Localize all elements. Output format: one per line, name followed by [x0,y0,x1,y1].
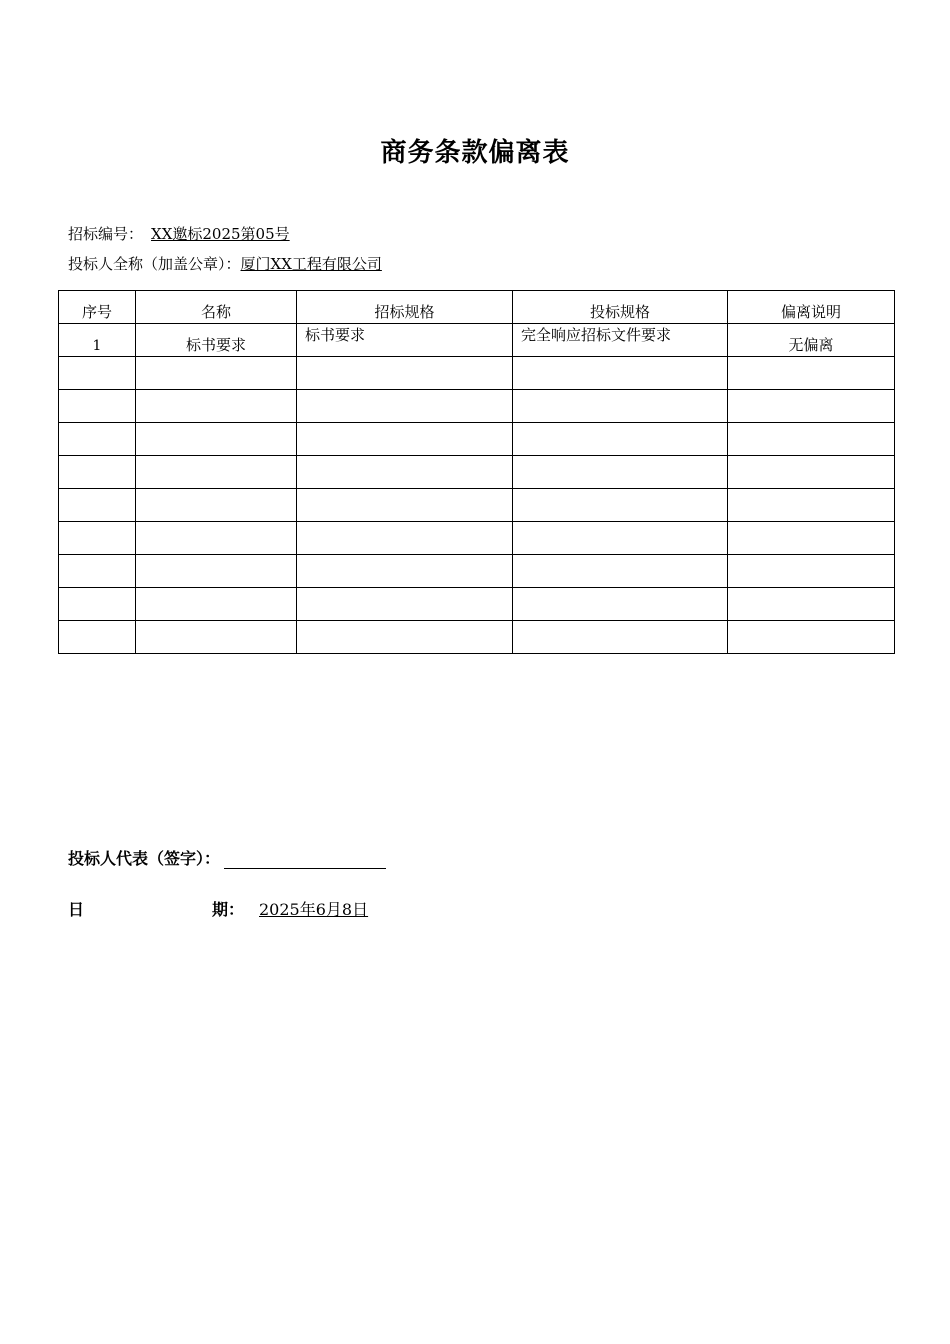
cell-name [136,588,297,621]
table-header-row [59,291,895,324]
cell-bid-spec [513,588,728,621]
date-line [68,897,468,921]
cell-name: 标书要求 [136,324,297,357]
cell-seq [59,489,136,522]
table-row [59,324,895,357]
cell-tender-spec [297,456,513,489]
table-row [59,621,895,654]
cell-name [136,456,297,489]
cell-name [136,555,297,588]
bidder-name-value: 厦门XX工程有限公司 [240,255,382,273]
cell-deviation-note [728,390,895,423]
cell-deviation-note [728,555,895,588]
header-deviation-note: 偏离说明 [728,291,895,324]
cell-tender-spec [297,621,513,654]
cell-tender-spec [297,423,513,456]
cell-bid-spec [513,621,728,654]
page-title: 商务条款偏离表 [380,138,570,168]
bid-number-label: 招标编号： [68,225,144,243]
header-seq: 序号 [59,291,136,324]
cell-deviation-note [728,621,895,654]
cell-seq [59,357,136,390]
cell-bid-spec [513,522,728,555]
cell-tender-spec [297,555,513,588]
cell-tender-spec [297,357,513,390]
cell-bid-spec [513,555,728,588]
cell-name [136,423,297,456]
signature-label: 投标人代表（签字）： [68,849,221,868]
bidder-name-line [68,253,382,274]
cell-tender-spec: 标书要求 [297,324,513,357]
date-label-second-char: 期： [212,900,245,919]
table-row [59,489,895,522]
bidder-name-label: 投标人全称（加盖公章）： [68,255,241,273]
deviation-table [58,290,895,654]
cell-seq [59,588,136,621]
header-name: 名称 [136,291,297,324]
cell-bid-spec [513,456,728,489]
cell-bid-spec [513,423,728,456]
cell-seq [59,423,136,456]
table-row [59,357,895,390]
cell-deviation-note [728,423,895,456]
date-value: 2025年6月8日 [259,900,369,919]
cell-bid-spec [513,357,728,390]
cell-tender-spec [297,489,513,522]
signature-line [68,846,386,869]
cell-seq: 1 [59,324,136,357]
cell-seq [59,522,136,555]
header-bid-spec: 投标规格 [513,291,728,324]
cell-bid-spec: 完全响应招标文件要求 [513,324,728,357]
cell-bid-spec [513,390,728,423]
cell-seq [59,555,136,588]
cell-name [136,357,297,390]
cell-deviation-note [728,456,895,489]
date-label-first-char: 日 [68,900,85,919]
cell-seq [59,390,136,423]
cell-bid-spec [513,489,728,522]
cell-deviation-note: 无偏离 [728,324,895,357]
cell-seq [59,456,136,489]
table-row [59,588,895,621]
cell-tender-spec [297,522,513,555]
table-row [59,390,895,423]
cell-tender-spec [297,588,513,621]
cell-tender-spec [297,390,513,423]
table-row [59,522,895,555]
table-row [59,456,895,489]
cell-deviation-note [728,588,895,621]
cell-name [136,489,297,522]
cell-name [136,621,297,654]
cell-deviation-note [728,489,895,522]
cell-name [136,390,297,423]
cell-name [136,522,297,555]
table-row [59,555,895,588]
signature-blank [224,850,386,869]
cell-deviation-note [728,357,895,390]
bid-number-line [68,223,296,244]
cell-deviation-note [728,522,895,555]
header-tender-spec: 招标规格 [297,291,513,324]
cell-seq [59,621,136,654]
table-row [59,423,895,456]
bid-number-value: XX邀标2025第05号 [151,225,290,243]
